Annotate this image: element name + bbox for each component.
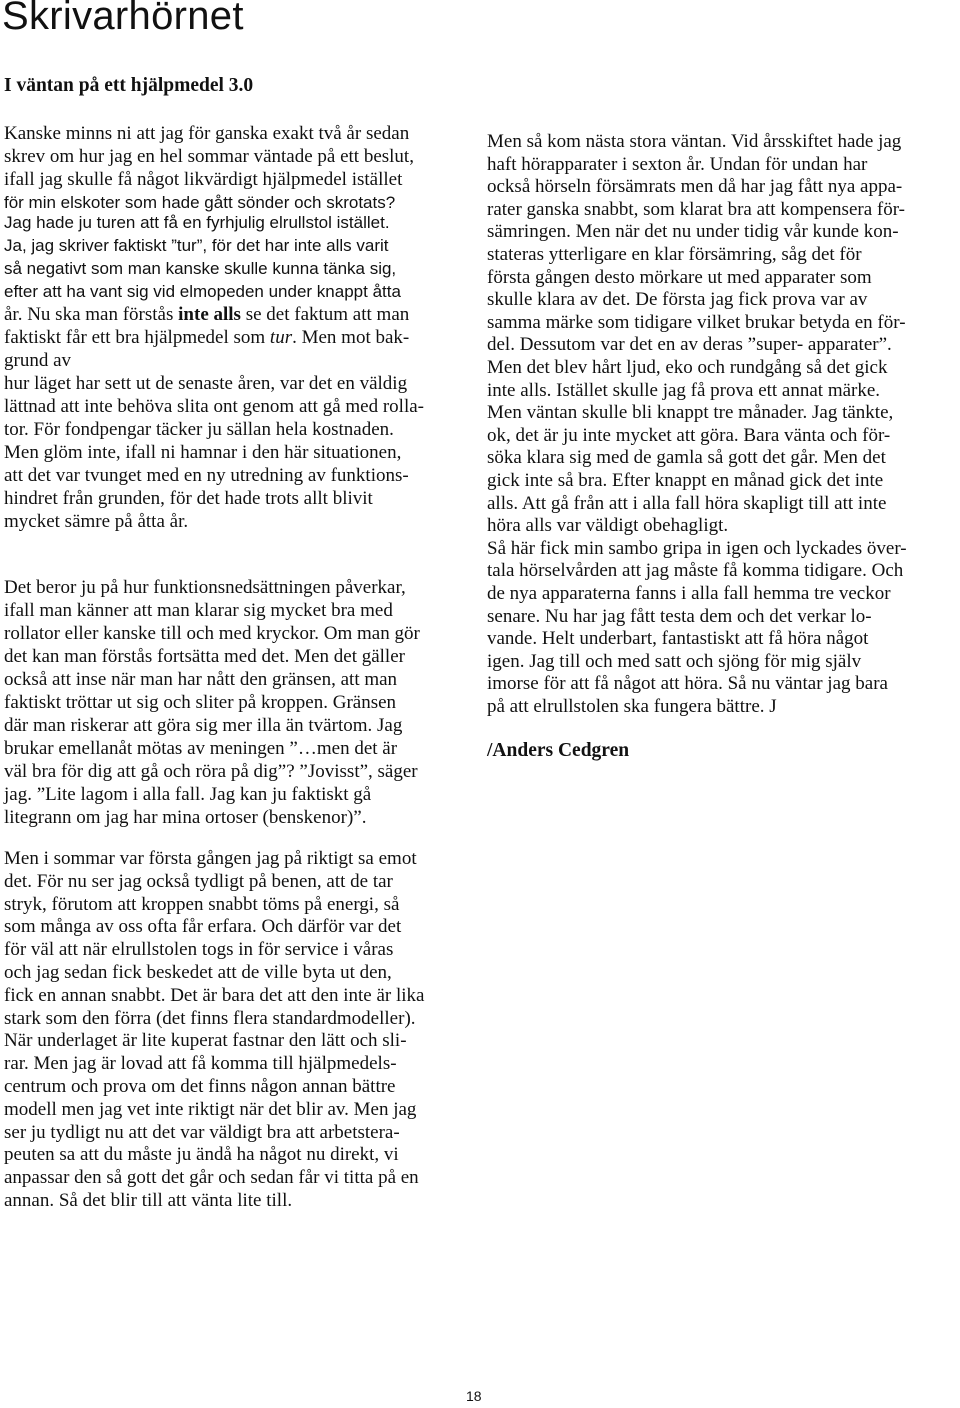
text-line: imorse för att få något att höra. Så nu väntar jag bara <box>487 673 888 695</box>
text-line: gick inte så bra. Efter knappt en månad gick det inte <box>487 470 884 491</box>
text-line: annan. Så det blir till att vänta lite till. <box>4 1190 293 1211</box>
text-line: Jag hade ju turen att få en fyrhjulig elrullstol istället. <box>4 213 390 232</box>
text-line: anpassar den så gott det går och sedan får vi titta på en <box>4 1167 419 1189</box>
text-line: ser ju tydligt nu att det var väldigt bra att arbetstera- <box>4 1121 400 1143</box>
page-number: 18 <box>466 1388 482 1404</box>
text-line: sämringen. Men när det nu under tidig vår kunde kon- <box>487 221 899 243</box>
text-line: igen. Jag till och med satt och sjöng för mig själv <box>487 650 862 672</box>
text-line: mycket sämre på åtta år. <box>4 511 189 532</box>
text-line: Kanske minns ni att jag för ganska exakt två år sedan <box>4 123 410 144</box>
text-line: centrum och prova om det finns någon annan bättre <box>4 1076 396 1097</box>
text-line: för min elskoter som hade gått sönder och skrotats? <box>4 193 396 212</box>
text-line: jag. ”Lite lagom i alla fall. Jag kan ju faktiskt gå <box>4 784 372 805</box>
text-line: ifall jag skulle få något likvärdigt hjälpmedel istället <box>4 169 403 190</box>
text-line: skulle klara av det. De första jag fick prova var av <box>487 289 868 311</box>
text-line: Men så kom nästa stora väntan. Vid årsskiftet hade jag <box>487 131 902 152</box>
text-line: och jag sedan fick beskedet att de ville byta ut den, <box>4 962 392 983</box>
author-signature: /Anders Cedgren <box>487 740 630 761</box>
text-line: att det var tvunget med en ny utredning av funktions- <box>4 465 409 486</box>
text-line: som många av oss ofta får erfara. Och därför var det <box>4 916 402 938</box>
text-line: Ja, jag skriver faktiskt ”tur”, för det har inte alls varit <box>4 236 389 255</box>
text-line: ok, det är ju inte mycket att göra. Bara vänta och för- <box>487 424 891 446</box>
text-line: senare. Nu har jag fått testa dem och det verkar lo- <box>487 605 872 627</box>
text-line: Men väntan skulle bli knappt tre månader. Jag tänkte, <box>487 402 894 424</box>
text-line: rollator eller kanske till och med kryckor. Om man gör <box>4 623 420 644</box>
text-line: tor. För fondpengar täcker ju sällan hela kostnaden. <box>4 419 394 440</box>
text-line: också hörseln försämrats men då har jag fått nya appa- <box>487 176 903 198</box>
text-line: söka klara sig med de gamla så gott det går. Men det <box>487 447 886 469</box>
text-line: inte alls. Istället skulle jag få prova ett annat märke. <box>487 379 881 401</box>
section-title: Skrivarhörnet <box>2 0 244 38</box>
text-line: Men det blev hårt ljud, eko och rundgång så det gick <box>487 357 888 378</box>
text-line: efter att ha vant sig vid elmopeden under knappt åtta <box>4 282 401 301</box>
text-line: hur läget har sett ut de senaste åren, var det en väldig <box>4 373 408 394</box>
text-line: väl bra för dig att gå och röra på dig”? ”Jovisst”, säger <box>4 761 418 782</box>
text-line: höra alls var väldigt obehagligt. <box>487 515 729 537</box>
text-line: faktiskt tröttar ut sig och sliter på kroppen. Gränsen <box>4 692 397 713</box>
text-line: det. För nu ser jag också tydligt på benen, att de tar <box>4 870 393 892</box>
text-line: samma märke som tidigare vilket brukar betyda en för- <box>487 311 906 333</box>
article-title: I väntan på ett hjälpmedel 3.0 <box>4 75 254 96</box>
text-line: faktiskt får ett bra hjälpmedel som tur. Men mot bak- <box>4 327 410 348</box>
text-line: för väl att när elrullstolen togs in för service i våras <box>4 939 394 961</box>
text-line: tala hörselvården att jag måste få komma tidigare. Och <box>487 560 904 582</box>
text-line: stark som den förra (det finns flera standardmodeller). <box>4 1007 416 1029</box>
text-line: också att inse när man har nått den gränsen, att man <box>4 669 398 690</box>
text-line: det kan man förstås fortsätta med det. Men det gäller <box>4 646 405 667</box>
text-line: Men glöm inte, ifall ni hamnar i den här situationen, <box>4 442 402 463</box>
text-line: stryk, förutom att kroppen snabbt töms på energi, så <box>4 893 400 915</box>
text-line: alls. Att gå från att i alla fall höra skapligt till att inte <box>487 492 887 514</box>
text-line: När underlaget är lite kuperat fastnar den lätt och sli- <box>4 1030 407 1052</box>
text-line: fick en annan snabbt. Det är bara det att den inte är lika <box>4 984 425 1006</box>
text-line: skrev om hur jag en hel sommar väntade på ett beslut, <box>4 146 414 167</box>
text-line: rater ganska snabbt, som klarat bra att kompensera för- <box>487 198 905 220</box>
text-line: lättnad att inte behöva slita ont genom att gå med rolla- <box>4 396 424 417</box>
text-line: hindret från grunden, för det hade trots allt blivit <box>4 488 373 509</box>
text-line: år. Nu ska man förstås inte alls se det faktum att man <box>4 304 410 325</box>
text-line: vande. Helt underbart, fantastiskt att få höra något <box>487 628 869 650</box>
text-line: Så här fick min sambo gripa in igen och lyckades över- <box>487 537 907 559</box>
text-line: Det beror ju på hur funktionsnedsättningen påverkar, <box>4 577 406 598</box>
text-line: haft hörapparater i sexton år. Undan för undan har <box>487 153 868 175</box>
text-line: brukar emellanåt mötas av meningen ”…men det är <box>4 738 398 759</box>
text-line: litegrann om jag har mina ortoser (benskenor)”. <box>4 807 367 828</box>
text-line: modell men jag vet inte riktigt när det blir av. Men jag <box>4 1098 417 1120</box>
text-line: peuten sa att du måste ju ändå ha något nu direkt, vi <box>4 1144 399 1166</box>
text-line: på att elrullstolen ska fungera bättre. J <box>487 696 777 717</box>
text-line: där man riskerar att göra sig mer illa än tvärtom. Jag <box>4 715 403 736</box>
text-line: de nya apparaterna fanns i alla fall hemma tre veckor <box>487 583 891 604</box>
text-line: ifall man känner att man klarar sig mycket bra med <box>4 600 393 621</box>
text-line: stateras ytterligare en klar försämring, såg det för <box>487 244 862 265</box>
text-line: grund av <box>4 350 72 371</box>
text-line: så negativt som man kanske skulle kunna tänka sig, <box>4 259 397 278</box>
text-line: del. Dessutom var det en av deras ”super- apparater”. <box>487 334 892 356</box>
text-line: första gången desto mörkare ut med apparater som <box>487 266 872 288</box>
text-line: Men i sommar var första gången jag på riktigt sa emot <box>4 848 417 869</box>
text-line: rar. Men jag är lovad att få komma till hjälpmedels- <box>4 1053 397 1075</box>
